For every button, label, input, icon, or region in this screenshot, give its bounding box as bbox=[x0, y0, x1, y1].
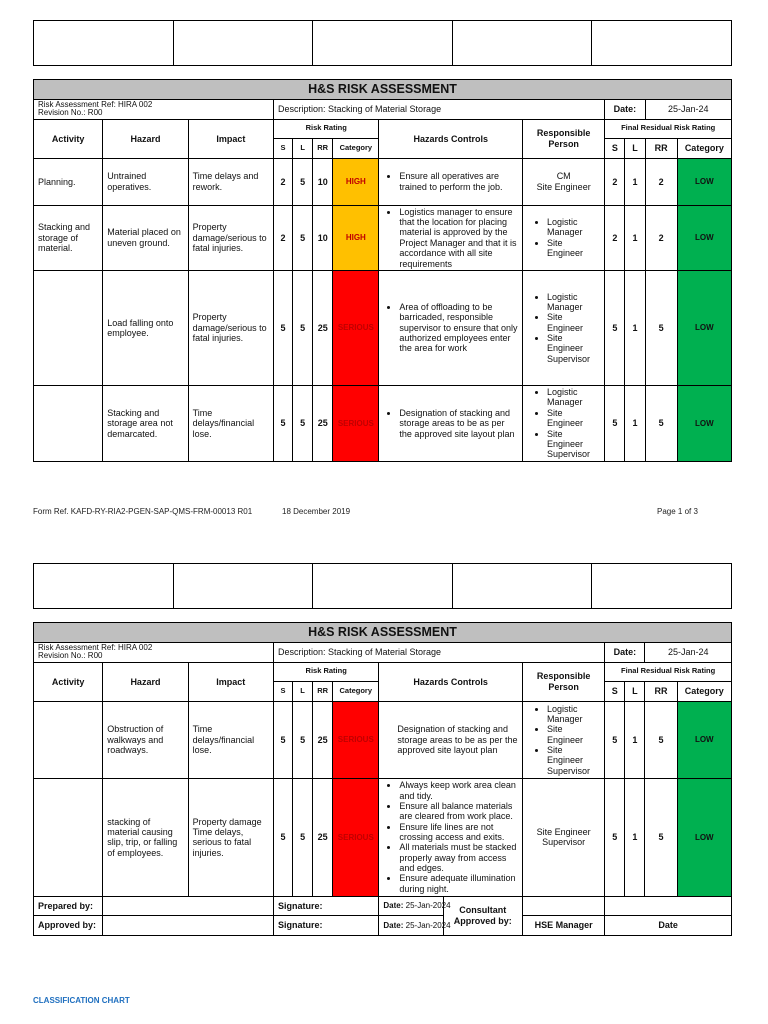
category-badge: SERIOUS bbox=[333, 701, 379, 778]
control-item: • Ensure life lines are not crossing access and exits. bbox=[399, 822, 518, 843]
risk-assessment-table-page2 bbox=[33, 622, 732, 936]
rr-cell: 10 bbox=[313, 158, 333, 205]
col-category: Category bbox=[333, 681, 379, 701]
col-final-s: S bbox=[605, 138, 625, 158]
responsible-cell bbox=[523, 205, 605, 270]
final-rr-cell: 2 bbox=[645, 205, 677, 270]
date-value: 25-Jan-24 bbox=[645, 100, 731, 120]
hazard-cell: stacking of material causing slip, trip, or falling of employees. bbox=[103, 778, 188, 896]
prepared-row bbox=[34, 896, 732, 915]
prepared-by-label: Prepared by: bbox=[34, 896, 103, 915]
logo-box bbox=[592, 564, 731, 608]
ref-info bbox=[34, 100, 274, 120]
col-final-s: S bbox=[605, 681, 625, 701]
col-final-category: Category bbox=[677, 681, 731, 701]
final-rr-cell: 5 bbox=[645, 270, 677, 385]
l-cell: 5 bbox=[293, 701, 313, 778]
rr-cell: 25 bbox=[313, 778, 333, 896]
final-rr-cell: 5 bbox=[645, 385, 677, 461]
responsible-item: • Site Engineer bbox=[547, 312, 600, 333]
hazard-cell: Obstruction of walkways and roadways. bbox=[103, 701, 188, 778]
logo-box bbox=[34, 21, 174, 65]
final-category-badge: LOW bbox=[677, 158, 731, 205]
responsible-item: • Logistic Manager bbox=[547, 387, 600, 408]
form-ref-code: KAFD-RY-RIA2-PGEN-SAP-QMS-FRM-00013 R01 bbox=[70, 507, 253, 516]
responsible-item: Site Engineer bbox=[536, 826, 591, 837]
approved-row bbox=[34, 915, 732, 935]
col-impact: Impact bbox=[188, 662, 273, 701]
category-badge: HIGH bbox=[333, 205, 379, 270]
l-cell: 5 bbox=[293, 385, 313, 461]
activity-cell bbox=[34, 385, 103, 461]
col-final-residual: Final Residual Risk Rating bbox=[605, 119, 732, 138]
final-l-cell: 1 bbox=[625, 205, 645, 270]
controls-cell bbox=[379, 778, 523, 896]
date-value: 25-Jan-2024 bbox=[405, 920, 451, 930]
date-label: Date: bbox=[383, 901, 404, 911]
activity-cell bbox=[34, 701, 103, 778]
form-ref bbox=[33, 507, 252, 516]
l-cell: 5 bbox=[293, 778, 313, 896]
responsible-cell bbox=[522, 778, 604, 896]
control-item: • All materials must be stacked properly away from access and edges. bbox=[399, 842, 518, 873]
final-rr-cell: 5 bbox=[645, 778, 677, 896]
final-l-cell: 1 bbox=[625, 385, 645, 461]
col-rr: RR bbox=[313, 138, 333, 158]
final-s-cell: 2 bbox=[605, 205, 625, 270]
date-label: Date: bbox=[383, 920, 404, 930]
form-date: 18 December 2019 bbox=[282, 507, 351, 516]
activity-cell: Stacking and storage of material. bbox=[34, 205, 103, 270]
col-hazard: Hazard bbox=[103, 119, 188, 158]
hazard-cell: Stacking and storage area not demarcated. bbox=[103, 385, 188, 461]
ref-info bbox=[34, 643, 274, 663]
final-s-cell: 5 bbox=[605, 778, 625, 896]
rr-cell: 10 bbox=[313, 205, 333, 270]
approved-by-field[interactable] bbox=[103, 915, 274, 935]
final-category-badge: LOW bbox=[677, 270, 731, 385]
hse-manager-label: HSE Manager bbox=[522, 915, 604, 935]
col-l: L bbox=[293, 138, 313, 158]
ref-number: Risk Assessment Ref: HIRA 002 bbox=[38, 643, 153, 652]
table-row bbox=[34, 158, 732, 205]
responsible-item: CM bbox=[556, 171, 571, 182]
consultant-approved-label: Consultant Approved by: bbox=[443, 896, 522, 935]
l-cell: 5 bbox=[293, 270, 313, 385]
control-item: • Ensure all balance materials are cleared from work place. bbox=[399, 801, 518, 822]
final-s-cell: 5 bbox=[605, 270, 625, 385]
final-l-cell: 1 bbox=[625, 158, 645, 205]
form-ref-label: Form Ref. bbox=[33, 507, 69, 516]
logo-box bbox=[453, 564, 593, 608]
logo-box bbox=[34, 564, 174, 608]
responsible-item: • Logistic Manager bbox=[547, 704, 600, 725]
date-cell bbox=[379, 896, 451, 915]
final-l-cell: 1 bbox=[625, 778, 645, 896]
prepared-by-field[interactable] bbox=[103, 896, 274, 915]
category-badge: HIGH bbox=[333, 158, 379, 205]
responsible-cell bbox=[523, 385, 605, 461]
s-cell: 5 bbox=[274, 385, 293, 461]
control-item: • Ensure adequate illumination during night. bbox=[399, 873, 518, 894]
s-cell: 5 bbox=[273, 778, 292, 896]
controls-cell bbox=[379, 158, 523, 205]
table-row bbox=[34, 701, 732, 778]
col-final-category: Category bbox=[677, 138, 731, 158]
hazard-cell: Load falling onto employee. bbox=[103, 270, 188, 385]
col-s: S bbox=[273, 681, 292, 701]
col-s: S bbox=[274, 138, 293, 158]
col-final-l: L bbox=[625, 138, 645, 158]
revision-number: Revision No.: R00 bbox=[38, 108, 103, 118]
hazard-cell: Untrained operatives. bbox=[103, 158, 188, 205]
final-category-badge: LOW bbox=[677, 701, 731, 778]
col-activity: Activity bbox=[34, 119, 103, 158]
rr-cell: 25 bbox=[313, 385, 333, 461]
activity-cell: Planning. bbox=[34, 158, 103, 205]
impact-cell: Property damage Time delays, serious to fatal injuries. bbox=[188, 778, 273, 896]
impact-cell: Time delays/financial lose. bbox=[188, 385, 273, 461]
responsible-cell bbox=[523, 270, 605, 385]
control-item: • Ensure all operatives are trained to perform the job. bbox=[399, 171, 518, 192]
table-row bbox=[34, 270, 732, 385]
col-final-rr: RR bbox=[645, 681, 677, 701]
col-risk-rating: Risk Rating bbox=[274, 119, 379, 138]
responsible-item: • Logistic Manager bbox=[547, 217, 600, 238]
logo-header-boxes bbox=[33, 20, 732, 66]
date-cell bbox=[379, 915, 451, 935]
responsible-item: Supervisor bbox=[542, 837, 586, 848]
controls-cell bbox=[379, 385, 523, 461]
responsible-item: • Site Engineer bbox=[547, 238, 600, 259]
signature-label: Signature: bbox=[273, 915, 378, 935]
responsible-item: • Site Engineer bbox=[547, 724, 600, 745]
consultant-field[interactable] bbox=[522, 896, 604, 915]
control-item: • Area of offloading to be barricaded, responsible supervisor to ensure that only authorized employees enter the area for work bbox=[399, 302, 518, 354]
col-l: L bbox=[293, 681, 313, 701]
classification-chart-link[interactable]: CLASSIFICATION CHART bbox=[33, 996, 130, 1005]
col-responsible: Responsible Person bbox=[522, 662, 604, 701]
responsible-item: • Site Engineer bbox=[547, 408, 600, 429]
activity-cell bbox=[34, 778, 103, 896]
col-final-rr: RR bbox=[645, 138, 677, 158]
col-category: Category bbox=[333, 138, 379, 158]
approved-by-label: Approved by: bbox=[34, 915, 103, 935]
impact-cell: Property damage/serious to fatal injuries. bbox=[188, 205, 273, 270]
final-rr-cell: 5 bbox=[645, 701, 677, 778]
s-cell: 5 bbox=[273, 701, 292, 778]
final-l-cell: 1 bbox=[625, 270, 645, 385]
logo-box bbox=[313, 564, 453, 608]
page-title: H&S RISK ASSESSMENT bbox=[34, 623, 732, 643]
final-category-badge: LOW bbox=[677, 385, 731, 461]
col-hazard: Hazard bbox=[103, 662, 188, 701]
final-l-cell: 1 bbox=[625, 701, 645, 778]
responsible-item: • Site Engineer Supervisor bbox=[547, 745, 600, 776]
col-risk-rating: Risk Rating bbox=[273, 662, 378, 681]
hazard-cell: Material placed on uneven ground. bbox=[103, 205, 188, 270]
revision-number: Revision No.: R00 bbox=[38, 651, 103, 661]
col-final-residual: Final Residual Risk Rating bbox=[605, 662, 732, 681]
final-rr-cell: 2 bbox=[645, 158, 677, 205]
control-item: Designation of stacking and storage areas to be as per the approved site layout plan bbox=[397, 724, 518, 755]
final-s-cell: 2 bbox=[605, 158, 625, 205]
date-value: 25-Jan-24 bbox=[645, 643, 732, 663]
s-cell: 2 bbox=[274, 158, 293, 205]
description: Description: Stacking of Material Storage bbox=[274, 100, 605, 120]
impact-cell: Time delays and rework. bbox=[188, 158, 273, 205]
responsible-item: • Logistic Manager bbox=[547, 292, 600, 313]
logo-box bbox=[174, 564, 314, 608]
rr-cell: 25 bbox=[313, 701, 333, 778]
control-item: • Logistics manager to ensure that the location for placing material is approved by the Project Manager and that it is accordance with all site requirements bbox=[399, 207, 518, 269]
controls-cell bbox=[379, 701, 523, 778]
rr-cell: 25 bbox=[313, 270, 333, 385]
responsible-cell bbox=[522, 701, 604, 778]
category-badge: SERIOUS bbox=[333, 385, 379, 461]
description: Description: Stacking of Material Storage bbox=[273, 643, 604, 663]
logo-box bbox=[453, 21, 593, 65]
final-s-cell: 5 bbox=[605, 385, 625, 461]
logo-box bbox=[174, 21, 314, 65]
page-number: Page 1 of 3 bbox=[657, 507, 698, 516]
responsible-cell bbox=[523, 158, 605, 205]
table-row bbox=[34, 385, 732, 461]
logo-box bbox=[313, 21, 453, 65]
activity-cell bbox=[34, 270, 103, 385]
col-responsible: Responsible Person bbox=[523, 119, 605, 158]
signature-label: Signature: bbox=[273, 896, 378, 915]
logo-header-boxes bbox=[33, 563, 732, 609]
s-cell: 5 bbox=[274, 270, 293, 385]
col-final-l: L bbox=[625, 681, 645, 701]
col-impact: Impact bbox=[188, 119, 273, 158]
date-value: 25-Jan-2024 bbox=[405, 901, 451, 911]
control-item: • Designation of stacking and storage areas to be as per the approved site layout plan bbox=[399, 408, 518, 439]
control-item: • Always keep work area clean and tidy. bbox=[399, 780, 518, 801]
col-activity: Activity bbox=[34, 662, 103, 701]
responsible-item: • Site Engineer Supervisor bbox=[547, 333, 600, 364]
s-cell: 2 bbox=[274, 205, 293, 270]
responsible-item: Site Engineer bbox=[536, 181, 591, 192]
impact-cell: Time delays/financial lose. bbox=[188, 701, 273, 778]
final-s-cell: 5 bbox=[605, 701, 625, 778]
l-cell: 5 bbox=[293, 205, 313, 270]
final-category-badge: LOW bbox=[677, 205, 731, 270]
date-word: Date bbox=[605, 915, 732, 935]
impact-cell: Property damage/serious to fatal injuries. bbox=[188, 270, 273, 385]
ref-number: Risk Assessment Ref: HIRA 002 bbox=[38, 100, 153, 109]
category-badge: SERIOUS bbox=[333, 270, 379, 385]
date-label: Date: bbox=[605, 100, 645, 120]
controls-cell bbox=[379, 270, 523, 385]
category-badge: SERIOUS bbox=[333, 778, 379, 896]
col-hazards-controls: Hazards Controls bbox=[379, 119, 523, 158]
table-row bbox=[34, 778, 732, 896]
col-hazards-controls: Hazards Controls bbox=[379, 662, 523, 701]
final-category-badge: LOW bbox=[677, 778, 731, 896]
responsible-item: • Site Engineer Supervisor bbox=[547, 429, 600, 460]
controls-cell bbox=[379, 205, 523, 270]
consultant-date-field[interactable] bbox=[605, 896, 732, 915]
l-cell: 5 bbox=[293, 158, 313, 205]
page-title: H&S RISK ASSESSMENT bbox=[34, 80, 732, 100]
date-label: Date: bbox=[605, 643, 645, 663]
logo-box bbox=[592, 21, 731, 65]
table-row bbox=[34, 205, 732, 270]
risk-assessment-table-page1 bbox=[33, 79, 732, 462]
col-rr: RR bbox=[313, 681, 333, 701]
